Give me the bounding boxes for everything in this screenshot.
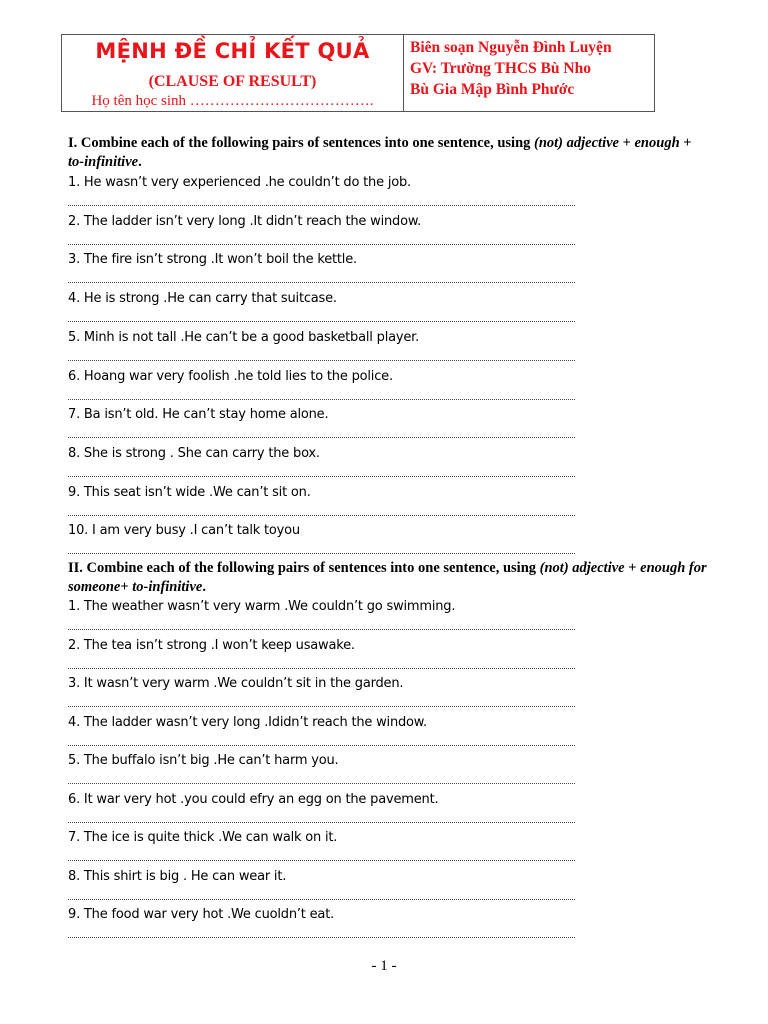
answer-line[interactable] <box>68 321 575 322</box>
exercise-item: 2. The ladder isn’t very long .It didn’t reach the window. <box>68 213 422 229</box>
page-number: - 1 - <box>371 958 397 974</box>
answer-line[interactable] <box>68 899 575 900</box>
answer-line[interactable] <box>68 360 575 361</box>
exercise-item: 2. The tea isn’t strong .I won’t keep usawake. <box>68 637 355 653</box>
answer-line[interactable] <box>68 244 575 245</box>
answer-line[interactable] <box>68 706 575 707</box>
exercise-item: 6. It war very hot .you could efry an egg on the pavement. <box>68 791 439 807</box>
exercise-item: 8. She is strong . She can carry the box. <box>68 445 320 461</box>
answer-line[interactable] <box>68 282 575 283</box>
exercise-item: 1. He wasn’t very experienced .he couldn’t do the job. <box>68 175 411 190</box>
location-line: Bù Gia Mập Bình Phước <box>410 81 575 98</box>
answer-line[interactable] <box>68 668 575 669</box>
answer-line[interactable] <box>68 515 575 516</box>
header-box <box>61 34 655 112</box>
answer-line[interactable] <box>68 860 575 861</box>
exercise-item: 1. The weather wasn’t very warm .We couldn’t go swimming. <box>68 599 456 614</box>
exercise-item: 4. He is strong .He can carry that suitcase. <box>68 291 337 307</box>
exercise-item: 4. The ladder wasn’t very long .Ididn’t reach the window. <box>68 714 427 730</box>
exercise-item: 7. Ba isn’t old. He can’t stay home alone. <box>68 407 329 423</box>
exercise-item: 3. It wasn’t very warm .We couldn’t sit in the garden. <box>68 676 404 691</box>
answer-line[interactable] <box>68 822 575 823</box>
author-line: Biên soạn Nguyễn Đình Luyện <box>410 39 612 56</box>
student-name-line: Họ tên học sinh ………………………………. <box>91 93 374 109</box>
section1-heading: I. Combine each of the following pairs of sentences into one sentence, using (not) adjective + enough + to-infinitive. <box>68 135 692 170</box>
answer-line[interactable] <box>68 783 575 784</box>
exercise-item: 5. The buffalo isn’t big .He can’t harm you. <box>68 753 339 768</box>
answer-line[interactable] <box>68 399 575 400</box>
answer-line[interactable] <box>68 205 575 206</box>
answer-line[interactable] <box>68 937 575 938</box>
exercise-item: 5. Minh is not tall .He can’t be a good basketball player. <box>68 329 420 345</box>
answer-line[interactable] <box>68 476 575 477</box>
exercise-item: 9. The food war very hot .We cuoldn’t eat. <box>68 907 335 922</box>
header-title-cell <box>62 35 404 111</box>
exercise-item: 6. Hoang war very foolish .he told lies to the police. <box>68 368 393 384</box>
answer-line[interactable] <box>68 553 575 554</box>
document-title: MỆNH ĐỀ CHỈ KẾT QUẢ <box>95 39 370 63</box>
exercise-item: 3. The fire isn’t strong .It won’t boil the kettle. <box>68 252 357 268</box>
exercise-item: 9. This seat isn’t wide .We can’t sit on. <box>68 484 311 500</box>
answer-line[interactable] <box>68 745 575 746</box>
document-subtitle: (CLAUSE OF RESULT) <box>148 73 317 90</box>
teacher-line: GV: Trường THCS Bù Nho <box>410 60 591 77</box>
header-info-cell <box>404 35 612 111</box>
answer-line[interactable] <box>68 437 575 438</box>
section2-heading: II. Combine each of the following pairs of sentences into one sentence, using (not) adjective + enough for someone+ to-infinitive. <box>68 560 707 595</box>
answer-line[interactable] <box>68 629 575 630</box>
exercise-item: 10. I am very busy .I can’t talk toyou <box>68 523 300 539</box>
exercise-item: 8. This shirt is big . He can wear it. <box>68 868 287 884</box>
exercise-item: 7. The ice is quite thick .We can walk on it. <box>68 830 338 845</box>
